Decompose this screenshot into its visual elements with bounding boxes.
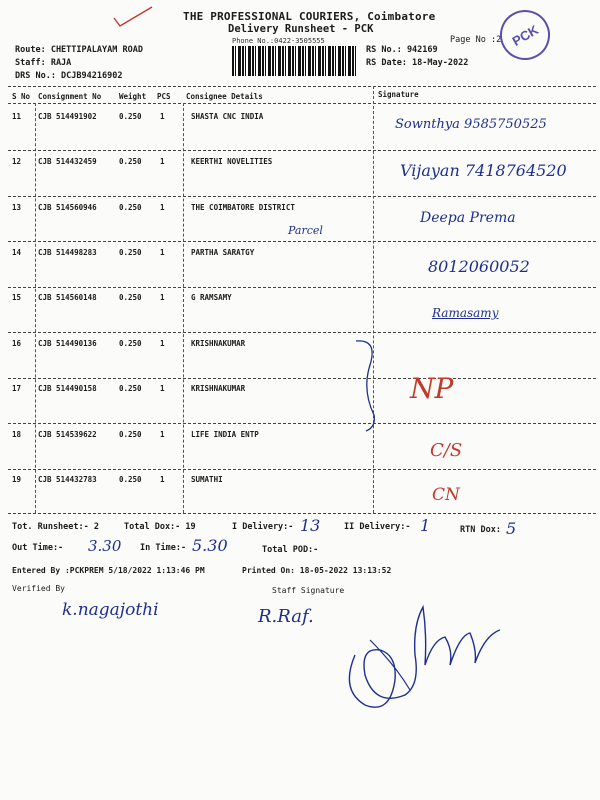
row-divider [8, 332, 596, 333]
row-signature: Vijayan 7418764520 [400, 161, 567, 180]
row-signature: NP [410, 372, 454, 405]
page-label: Page No : [450, 35, 497, 45]
i-delivery-label: I Delivery:- [232, 522, 294, 532]
row-consignee: PARTHA SARATGY [191, 248, 255, 257]
out-time-label: Out Time:- [12, 543, 64, 553]
pck-stamp [491, 1, 559, 69]
row-divider [8, 196, 596, 197]
row-weight: 0.250 [119, 112, 142, 121]
authorised-signature [335, 595, 515, 725]
row-consignment-no: CJB 514539622 [38, 430, 97, 439]
col-consignment: Consignment No [38, 92, 102, 101]
row-consignee: KRISHNAKUMAR [191, 384, 246, 393]
row-consignment-no: CJB 514560148 [38, 293, 97, 302]
total-dox: Total Dox:- 19 [124, 522, 196, 532]
header-divider-top [8, 86, 596, 87]
row-consignment-no: CJB 514490136 [38, 339, 97, 348]
row-weight: 0.250 [119, 339, 142, 348]
row-consignment-no: CJB 514432783 [38, 475, 97, 484]
row-sno: 12 [12, 157, 22, 166]
row-sno: 13 [12, 203, 22, 212]
row-consignee: THE COIMBATORE DISTRICT [191, 203, 295, 212]
row-signature: CN [432, 485, 460, 505]
row-divider [8, 150, 596, 151]
row-pcs: 1 [160, 203, 165, 212]
col-weight: Weight [119, 92, 147, 101]
rs-date: RS Date: 18-May-2022 [366, 58, 469, 68]
col-consignee: Consignee Details [186, 92, 263, 101]
row-sno: 17 [12, 384, 22, 393]
row-weight: 0.250 [119, 475, 142, 484]
verified-by-label: Verified By [12, 584, 65, 593]
phone-number: Phone No.:0422-3505555 [232, 37, 325, 45]
rtn-dox-value: 5 [506, 519, 517, 538]
row-signature: Ramasamy [432, 306, 499, 320]
col-pcs: PCS [157, 92, 171, 101]
rs-number: RS No.: 942169 [366, 45, 438, 55]
row-pcs: 1 [160, 248, 165, 257]
row-consignment-no: CJB 514432459 [38, 157, 97, 166]
row-pcs: 1 [160, 157, 165, 166]
row-sno: 14 [12, 248, 22, 257]
row-pcs: 1 [160, 112, 165, 121]
row-weight: 0.250 [119, 248, 142, 257]
row-divider [8, 287, 596, 288]
row-pcs: 1 [160, 339, 165, 348]
row-consignment-no: CJB 514560946 [38, 203, 97, 212]
rtn-dox-label: RTN Dox: [460, 525, 501, 535]
col-sep-1 [35, 103, 36, 513]
row-divider [8, 378, 596, 379]
row-consignee: G RAMSAMY [191, 293, 232, 302]
total-pod: Total POD:- [262, 545, 319, 555]
row-sno: 19 [12, 475, 22, 484]
row-note: Parcel [288, 224, 323, 237]
row-signature: C/S [430, 440, 463, 461]
bracket-scribble [350, 335, 385, 435]
row-signature: Sownthya 9585750525 [395, 117, 547, 132]
row-consignee: LIFE INDIA ENTP [191, 430, 259, 439]
out-time-value: 3.30 [88, 537, 122, 555]
row-pcs: 1 [160, 475, 165, 484]
staff-signature: R.Raf. [258, 606, 314, 627]
in-time-label: In Time:- [140, 543, 187, 553]
runsheet-subtitle: Delivery Runsheet - PCK [228, 23, 374, 35]
route: Route: CHETTIPALAYAM ROAD [15, 45, 143, 55]
staff-signature-label: Staff Signature [272, 586, 345, 595]
row-consignee: SHASTA CNC INDIA [191, 112, 264, 121]
row-weight: 0.250 [119, 157, 142, 166]
checkmark-icon [110, 4, 155, 30]
entered-by: Entered By :PCKPREM 5/18/2022 1:13:46 PM [12, 566, 205, 575]
row-sno: 11 [12, 112, 22, 121]
drs-number: DRS No.: DCJB94216902 [15, 71, 123, 81]
row-weight: 0.250 [119, 293, 142, 302]
row-weight: 0.250 [119, 430, 142, 439]
row-sno: 18 [12, 430, 22, 439]
table-bottom-divider [8, 513, 596, 514]
ii-delivery-value: 1 [420, 516, 431, 535]
row-sno: 15 [12, 293, 22, 302]
row-consignment-no: CJB 514490158 [38, 384, 97, 393]
i-delivery-value: 13 [300, 516, 321, 535]
row-consignment-no: CJB 514498283 [38, 248, 97, 257]
printed-on: Printed On: 18-05-2022 13:13:52 [242, 566, 392, 575]
row-consignment-no: CJB 514491902 [38, 112, 97, 121]
row-divider [8, 241, 596, 242]
row-signature: 8012060052 [428, 257, 530, 276]
verified-signature: k.nagajothi [62, 600, 159, 620]
in-time-value: 5.30 [192, 536, 228, 555]
col-signature: Signature [378, 90, 419, 99]
row-pcs: 1 [160, 384, 165, 393]
col-sno: S No [12, 92, 31, 101]
staff: Staff: RAJA [15, 58, 72, 68]
page-value: 2 [496, 35, 502, 45]
row-divider [8, 423, 596, 424]
header-divider-bottom [8, 103, 596, 104]
ii-delivery-label: II Delivery:- [344, 522, 411, 532]
col-sep-2 [183, 103, 184, 513]
row-divider [8, 469, 596, 470]
total-runsheet: Tot. Runsheet:- 2 [12, 522, 99, 532]
row-weight: 0.250 [119, 384, 142, 393]
row-consignee: KRISHNAKUMAR [191, 339, 246, 348]
page-number [450, 35, 501, 45]
row-pcs: 1 [160, 430, 165, 439]
barcode [232, 46, 357, 76]
row-sno: 16 [12, 339, 22, 348]
row-consignee: KEERTHI NOVELITIES [191, 157, 273, 166]
company-title: THE PROFESSIONAL COURIERS, Coimbatore [183, 10, 436, 23]
row-pcs: 1 [160, 293, 165, 302]
row-weight: 0.250 [119, 203, 142, 212]
row-consignee: SUMATHI [191, 475, 223, 484]
row-signature: Deepa Prema [420, 210, 516, 226]
stamp-text: PCK [509, 21, 541, 49]
